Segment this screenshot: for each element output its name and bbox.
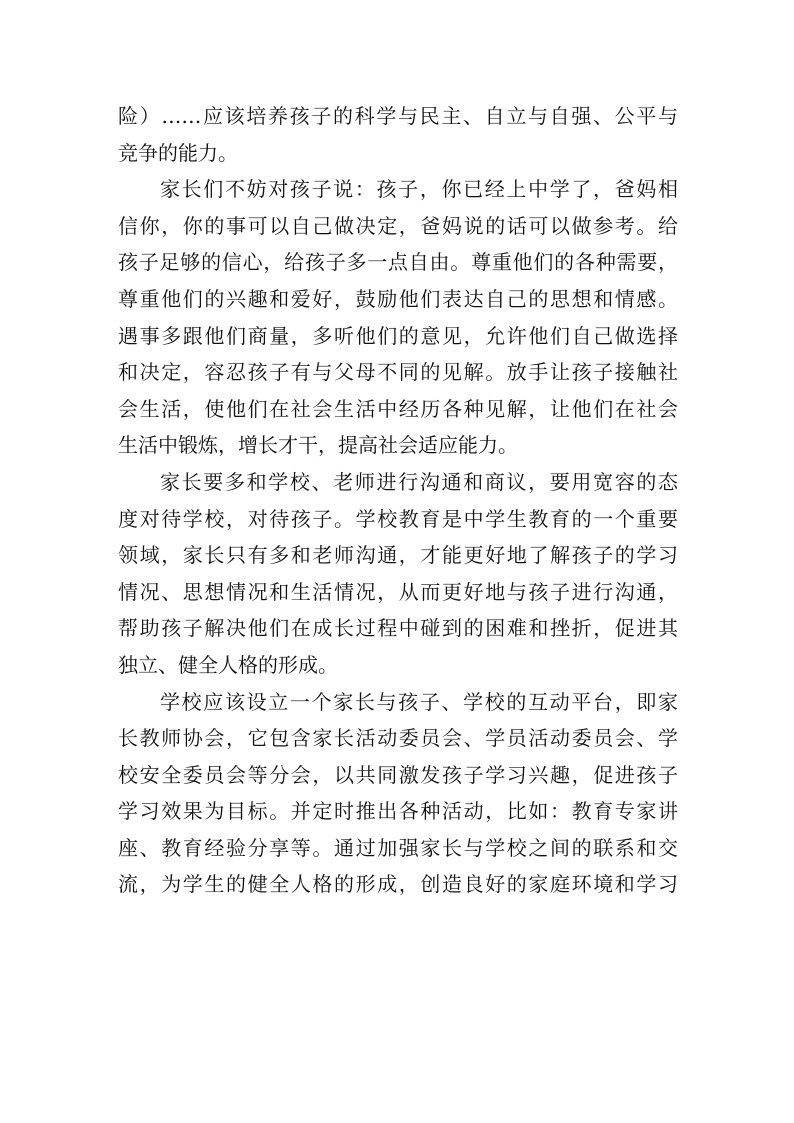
text-line: 流，为学生的健全人格的形成，创造良好的家庭环境和学习 <box>118 872 678 897</box>
text-line: 尊重他们的兴趣和爱好，鼓励他们表达自己的思想和情感。 <box>118 286 678 311</box>
text-line: 帮助孩子解决他们在成长过程中碰到的困难和挫折，促进其 <box>118 616 678 641</box>
text-line: 度对待学校，对待孩子。学校教育是中学生教育的一个重要 <box>118 506 678 531</box>
text-line: 孩子足够的信心，给孩子多一点自由。尊重他们的各种需要， <box>118 250 678 275</box>
text-line: 学习效果为目标。并定时推出各种活动，比如：教育专家讲 <box>118 799 678 824</box>
text-line: 学校应该设立一个家长与孩子、学校的互动平台，即家 <box>160 689 678 714</box>
text-line: 长教师协会，它包含家长活动委员会、学员活动委员会、学 <box>118 726 678 751</box>
text-line: 家长要多和学校、老师进行沟通和商议，要用宽容的态 <box>160 469 678 494</box>
text-line: 领域，家长只有多和老师沟通，才能更好地了解孩子的学习 <box>118 543 678 568</box>
text-line: 遇事多跟他们商量，多听他们的意见，允许他们自己做选择 <box>118 323 678 348</box>
text-line: 校安全委员会等分会，以共同激发孩子学习兴趣，促进孩子 <box>118 762 678 787</box>
text-line: 座、教育经验分享等。通过加强家长与学校之间的联系和交 <box>118 835 678 860</box>
text-line: 生活中锻炼，增长才干，提高社会适应能力。 <box>118 433 518 458</box>
text-line: 险）……应该培养孩子的科学与民主、自立与自强、公平与 <box>118 104 678 128</box>
text-line: 情况、思想情况和生活情况，从而更好地与孩子进行沟通， <box>118 579 678 604</box>
text-line: 和决定，容忍孩子有与父母不同的见解。放手让孩子接触社 <box>118 360 678 385</box>
text-line: 家长们不妨对孩子说：孩子，你已经上中学了，爸妈相 <box>160 177 678 202</box>
text-line: 信你，你的事可以自己做决定，爸妈说的话可以做参考。给 <box>118 213 678 238</box>
text-line: 独立、健全人格的形成。 <box>118 652 338 677</box>
text-line: 竞争的能力。 <box>118 140 238 165</box>
text-line: 会生活，使他们在社会生活中经历各种见解，让他们在社会 <box>118 396 678 421</box>
body-text <box>118 98 678 903</box>
